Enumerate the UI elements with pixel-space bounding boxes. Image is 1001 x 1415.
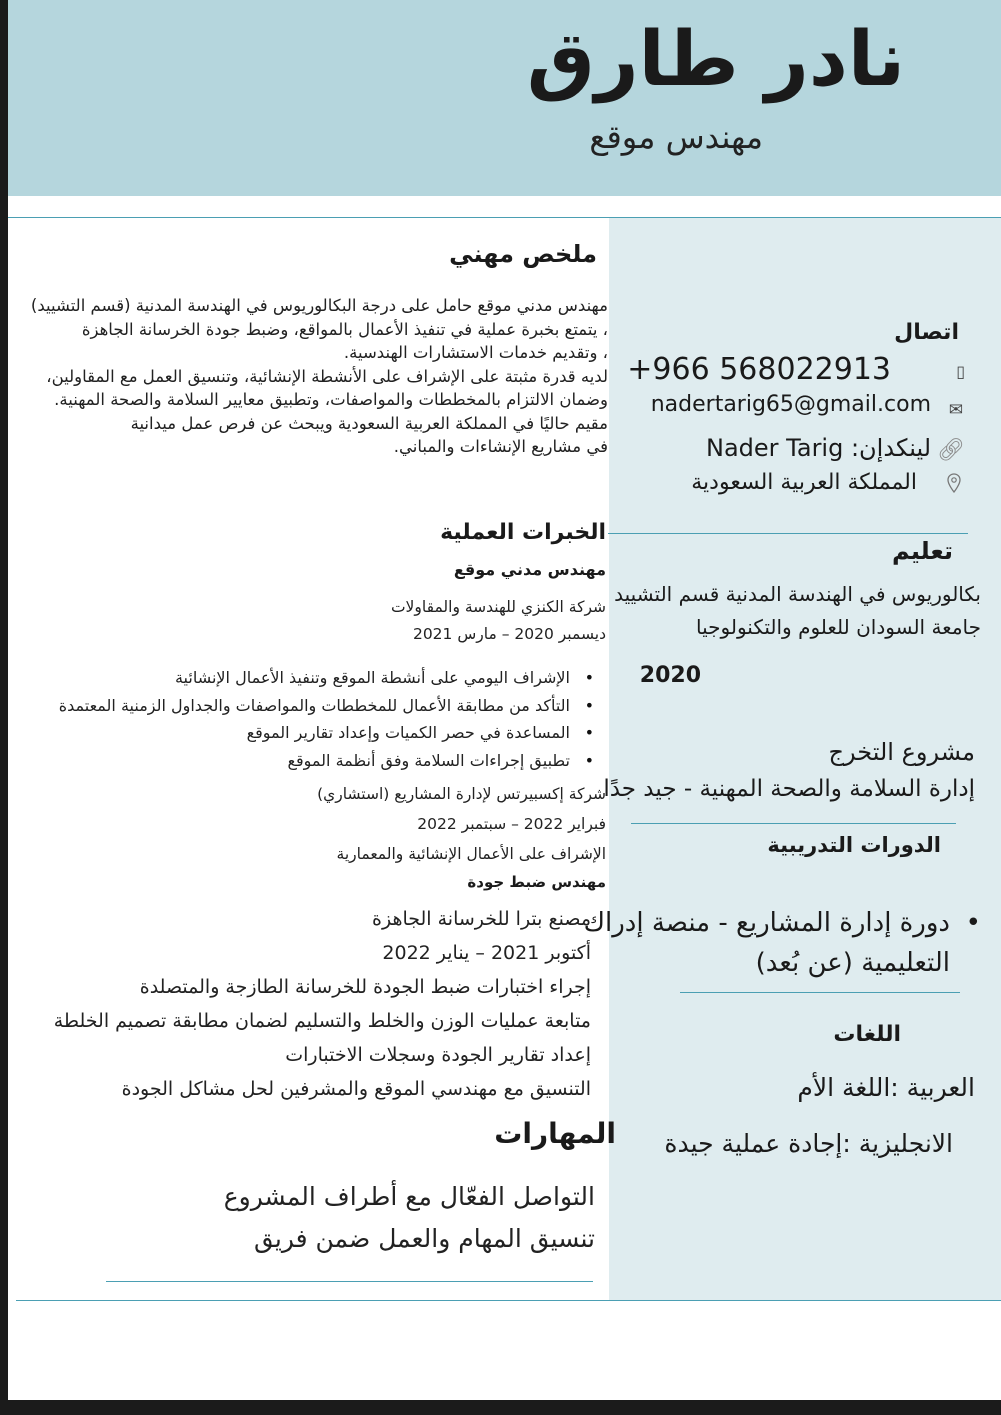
summary-line: مهندس مدني موقع حامل على درجة البكالوريوس في الهندسة المدنية (قسم التشييد) [30, 296, 608, 315]
job1-period: ديسمبر 2020 – مارس 2021 [412, 625, 606, 643]
job3-task: إجراء اختبارات ضبط الجودة للخرسانة الطازجة والمتصلدة [139, 976, 591, 998]
education-year: 2020 [639, 663, 701, 688]
summary-line: في مشاريع الإنشاءات والمباني. [393, 437, 608, 456]
list-item: • الإشراف اليومي على أنشطة الموقع وتنفيذ الأعمال الإنشائية [59, 664, 570, 692]
job2-company: شركة إكسبيرتس لإدارة المشاريع (استشاري) [317, 785, 606, 803]
job3-company: مصنع بترا للخرسانة الجاهزة [372, 908, 591, 930]
location-pin-icon [947, 473, 961, 493]
experience-title: الخبرات العملية [440, 520, 606, 545]
job3-details [54, 902, 591, 1106]
skills-title: المهارات [494, 1117, 616, 1150]
resume-page [8, 0, 1001, 1400]
education-university: جامعة السودان للعلوم والتكنولوجيا [696, 615, 981, 639]
contact-divider [608, 533, 968, 534]
list-item: • التأكد من مطابقة الأعمال للمخططات والمواصفات والجداول الزمنية المعتمدة [59, 692, 570, 720]
language-item: العربية :اللغة الأم [797, 1073, 975, 1102]
job3-role: مهندس ضبط جودة [467, 873, 606, 891]
course-line: دورة إدارة المشاريع - منصة إدراك [583, 908, 950, 938]
contact-phone: +966 568022913 [627, 352, 891, 387]
education-degree: بكالوريوس في الهندسة المدنية قسم التشييد [614, 582, 981, 606]
skill-item: التواصل الفعّال مع أطراف المشروع [223, 1182, 595, 1211]
courses-divider [680, 992, 960, 993]
contact-email: nadertarig65@gmail.com [650, 392, 931, 417]
courses-title: الدورات التدريبية [767, 833, 941, 857]
education-divider [631, 823, 956, 824]
list-item: • المساعدة في حصر الكميات وإعداد تقارير الموقع [59, 719, 570, 747]
phone-icon: ▯ [956, 362, 965, 381]
skills-divider [106, 1281, 593, 1282]
contact-location: المملكة العربية السعودية [691, 470, 917, 495]
job3-task: التنسيق مع مهندسي الموقع والمشرفين لحل مشاكل الجودة [121, 1078, 591, 1100]
languages-title: اللغات [833, 1022, 901, 1047]
job3-period: أكتوبر 2021 – يناير 2022 [382, 942, 591, 964]
summary-title: ملخص مهني [449, 240, 597, 268]
education-title: تعليم [892, 537, 953, 565]
job2-task: الإشراف على الأعمال الإنشائية والمعمارية [336, 845, 606, 863]
mail-icon: ✉ [948, 400, 963, 420]
job1-role: مهندس مدني موقع [453, 560, 606, 579]
candidate-name: نادر طارق [526, 14, 905, 103]
skills-list [224, 1176, 595, 1260]
bullet-dot: • [965, 908, 981, 938]
summary-line: ، وتقديم خدمات الاستشارات الهندسية. [343, 343, 608, 362]
footer-divider [16, 1300, 1001, 1301]
course-line: التعليمية (عن بُعد) [755, 948, 950, 978]
job3-task: متابعة عمليات الوزن والخلط والتسليم لضمان مطابقة تصميم الخلطة [53, 1010, 591, 1032]
contact-linkedin: لينكدإن: Nader Tarig [706, 434, 931, 462]
summary-line: لديه قدرة مثبتة على الإشراف على الأنشطة الإنشائية، وتنسيق العمل مع المقاولين، [46, 366, 608, 386]
link-icon: 🔗︎ [937, 438, 965, 463]
summary-text [31, 294, 608, 459]
graduation-project-label: مشروع التخرج [828, 738, 975, 766]
candidate-job-title: مهندس موقع [589, 118, 763, 156]
summary-line: وضمان الالتزام بالمخططات والمواصفات، وتطبيق معايير السلامة والصحة المهنية. [54, 390, 608, 409]
list-item: • تطبيق إجراءات السلامة وفق أنظمة الموقع [59, 747, 570, 775]
job2-period: فبراير 2022 – سبتمبر 2022 [417, 815, 606, 833]
graduation-project: إدارة السلامة والصحة المهنية - جيد جدًا [603, 776, 975, 802]
resume-header [8, 0, 1001, 196]
job3-task: إعداد تقارير الجودة وسجلات الاختبارات [285, 1044, 591, 1066]
summary-line: مقيم حاليًا في المملكة العربية السعودية ويبحث عن فرص عمل ميدانية [130, 413, 608, 433]
language-item: الانجليزية :إجادة عملية جيدة [664, 1129, 953, 1158]
job1-company: شركة الكنزي للهندسة والمقاولات [390, 598, 606, 616]
skill-item: تنسيق المهام والعمل ضمن فريق [254, 1224, 595, 1253]
course-item [584, 903, 981, 983]
contact-title: اتصال [894, 320, 959, 345]
summary-line: ، يتمتع بخبرة عملية في تنفيذ الأعمال بالمواقع، وضبط جودة الخرسانة الجاهزة [81, 319, 608, 339]
job1-duties [59, 664, 570, 774]
